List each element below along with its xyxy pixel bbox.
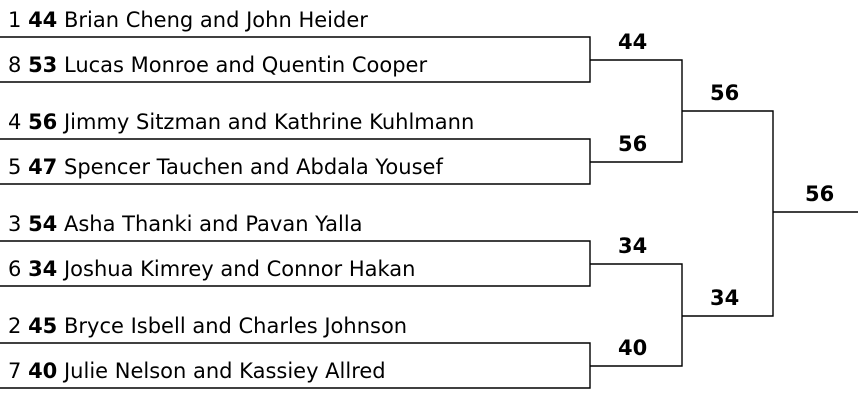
team-entry-6 (8, 256, 416, 282)
team-name: Julie Nelson and Kassiey Allred (63, 359, 386, 383)
seed: 6 (8, 257, 22, 281)
qf-score-1: 44 (618, 30, 648, 54)
team-score: 53 (28, 53, 58, 77)
team-entry-5 (8, 211, 363, 237)
seed: 2 (8, 314, 22, 338)
seed: 5 (8, 155, 22, 179)
team-name: Bryce Isbell and Charles Johnson (63, 314, 408, 338)
team-name: Lucas Monroe and Quentin Cooper (63, 53, 428, 77)
sf-score-2: 34 (710, 286, 740, 310)
team-name: Brian Cheng and John Heider (63, 8, 368, 32)
seed: 3 (8, 212, 22, 236)
team-score: 45 (28, 314, 58, 338)
team-score: 56 (28, 110, 58, 134)
team-name: Jimmy Sitzman and Kathrine Kuhlmann (63, 110, 475, 134)
team-entry-3 (8, 109, 474, 135)
final-score: 56 (805, 182, 835, 206)
team-score: 40 (28, 359, 58, 383)
team-score: 54 (28, 212, 58, 236)
seed: 7 (8, 359, 22, 383)
seed: 4 (8, 110, 22, 134)
team-name: Joshua Kimrey and Connor Hakan (63, 257, 416, 281)
team-entry-4 (8, 154, 443, 180)
team-name: Spencer Tauchen and Abdala Yousef (63, 155, 443, 179)
team-score: 34 (28, 257, 58, 281)
team-score: 47 (28, 155, 58, 179)
seed: 8 (8, 53, 22, 77)
seed: 1 (8, 8, 22, 32)
team-entry-7 (8, 313, 407, 339)
qf-score-4: 40 (618, 336, 648, 360)
qf-score-3: 34 (618, 234, 648, 258)
qf-score-2: 56 (618, 132, 648, 156)
team-name: Asha Thanki and Pavan Yalla (63, 212, 363, 236)
sf-score-1: 56 (710, 81, 740, 105)
team-entry-1 (8, 7, 368, 33)
team-entry-8 (8, 358, 386, 384)
team-score: 44 (28, 8, 58, 32)
team-entry-2 (8, 52, 427, 78)
